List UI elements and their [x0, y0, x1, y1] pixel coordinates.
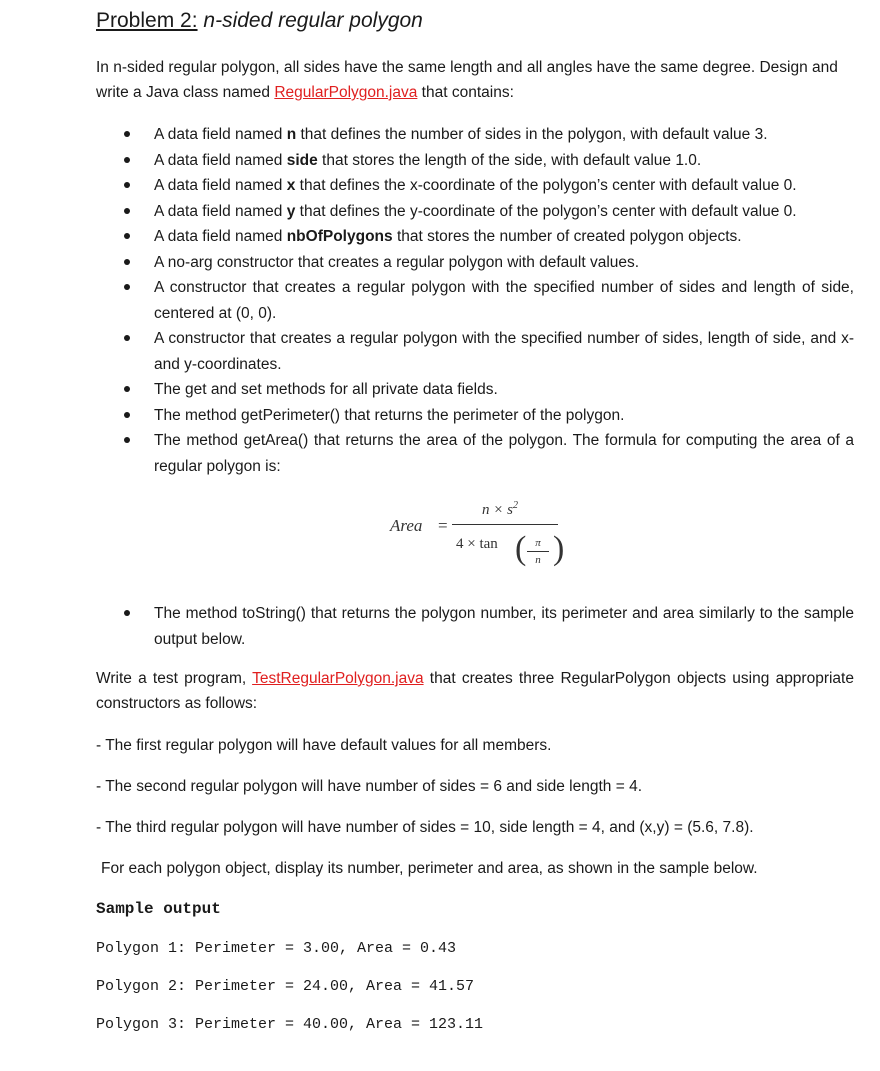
- case-second: - The second regular polygon will have number of sides = 6 and side length = 4.: [96, 778, 642, 795]
- item-text: A data field named: [154, 126, 287, 143]
- pi-over-n: [527, 537, 549, 566]
- numerator-exponent: 2: [512, 500, 518, 511]
- bullet-icon: [124, 208, 130, 214]
- bullet-icon: [124, 284, 130, 290]
- item-text: The method toString() that returns the polygon number, its perimeter and area similarly to the sample output below.: [154, 605, 854, 648]
- bullet-icon: [124, 131, 130, 137]
- item-text: The method getArea() that returns the area of the polygon. The formula for computing the area of a regular polygon is:: [154, 432, 854, 475]
- intro-text-end: that contains:: [417, 84, 514, 101]
- formula-numerator: [482, 500, 518, 519]
- bullet-icon: [124, 182, 130, 188]
- list-item: [96, 326, 854, 377]
- list-item: [96, 122, 854, 148]
- case-first: - The first regular polygon will have default values for all members.: [96, 737, 552, 754]
- bullet-icon: [124, 259, 130, 265]
- field-name: n: [286, 126, 297, 143]
- testregularpolygon-link[interactable]: TestRegularPolygon.java: [252, 670, 424, 687]
- intro-paragraph: [96, 55, 854, 105]
- list-item: [96, 377, 854, 403]
- field-name: side: [286, 151, 318, 169]
- item-text: The get and set methods for all private data fields.: [154, 381, 498, 398]
- formula-equals: =: [438, 516, 448, 535]
- sample-line-1: Polygon 1: Perimeter = 3.00, Area = 0.43: [96, 940, 457, 957]
- item-text: A constructor that creates a regular polygon with the specified number of sides, length of side, and x- and y-coordinates.: [154, 330, 854, 373]
- bullet-icon: [124, 610, 130, 616]
- sample-line-2: Polygon 2: Perimeter = 24.00, Area = 41.57: [96, 978, 475, 995]
- area-formula: [390, 496, 590, 586]
- field-name: nbOfPolygons: [286, 228, 393, 245]
- item-text: that stores the number of created polygon objects.: [392, 228, 742, 245]
- item-text: that defines the x-coordinate of the polygon’s center with default value 0.: [295, 177, 797, 194]
- requirements-list: [96, 122, 854, 479]
- bullet-icon: [124, 437, 130, 443]
- item-text: that defines the number of sides in the polygon, with default value 3.: [296, 126, 768, 143]
- list-item: [96, 428, 854, 479]
- item-text: A no-arg constructor that creates a regular polygon with default values.: [154, 253, 640, 271]
- field-name: x: [286, 177, 296, 194]
- list-item: [96, 224, 854, 250]
- item-text: A data field named: [154, 151, 287, 169]
- title-label: Problem 2:: [96, 9, 198, 32]
- bullet-icon: [124, 233, 130, 239]
- fraction-bar: [452, 524, 558, 525]
- formula-lhs: Area: [390, 516, 423, 535]
- page-title: [96, 8, 423, 34]
- item-text: A constructor that creates a regular polygon with the specified number of sides and length of side, centered at (0, 0).: [154, 279, 854, 322]
- sample-output-heading: Sample output: [96, 900, 221, 918]
- numerator-text: n × s: [482, 502, 513, 518]
- list-item: [96, 148, 854, 174]
- bullet-icon: [124, 157, 130, 163]
- sample-line-3: Polygon 3: Perimeter = 40.00, Area = 123.11: [96, 1016, 484, 1033]
- intro-text: In n-sided regular polygon, all sides have the same length and all angles have the same degree. Design and write a Java class named: [96, 59, 838, 101]
- test-text: Write a test program,: [96, 670, 253, 687]
- display-note: For each polygon object, display its number, perimeter and area, as shown in the sample below.: [101, 860, 758, 877]
- list-item: [96, 275, 854, 326]
- field-name: y: [286, 202, 296, 220]
- regularpolygon-link[interactable]: RegularPolygon.java: [274, 84, 418, 101]
- item-text: A data field named: [154, 228, 287, 245]
- item-text: that defines the y-coordinate of the polygon’s center with default value 0.: [295, 202, 797, 220]
- list-item: [96, 403, 854, 429]
- list-item: [96, 250, 854, 276]
- item-text: A data field named: [154, 202, 287, 220]
- n-symbol: n: [535, 554, 541, 566]
- left-paren: (: [515, 530, 527, 567]
- item-text: A data field named: [154, 177, 287, 194]
- pi-symbol: π: [535, 537, 541, 549]
- formula-denominator: 4 × tan: [456, 536, 498, 552]
- list-item: [96, 199, 854, 225]
- list-item: [96, 601, 854, 652]
- test-text-end: that creates three RegularPolygon objects using appropriate constructors as follows:: [96, 670, 854, 712]
- bullet-icon: [124, 386, 130, 392]
- title-subtitle: n-sided regular polygon: [203, 9, 423, 32]
- bullet-icon: [124, 412, 130, 418]
- right-paren: ): [553, 530, 565, 567]
- test-paragraph: [96, 666, 854, 716]
- tostring-list: [96, 601, 854, 652]
- item-text: that stores the length of the side, with default value 1.0.: [317, 151, 702, 169]
- inner-fraction-bar: [527, 551, 549, 552]
- case-third: - The third regular polygon will have number of sides = 10, side length = 4, and (x,y) = (5.6, 7.8).: [96, 819, 754, 836]
- item-text: The method getPerimeter() that returns the perimeter of the polygon.: [154, 406, 625, 424]
- bullet-icon: [124, 335, 130, 341]
- list-item: [96, 173, 854, 199]
